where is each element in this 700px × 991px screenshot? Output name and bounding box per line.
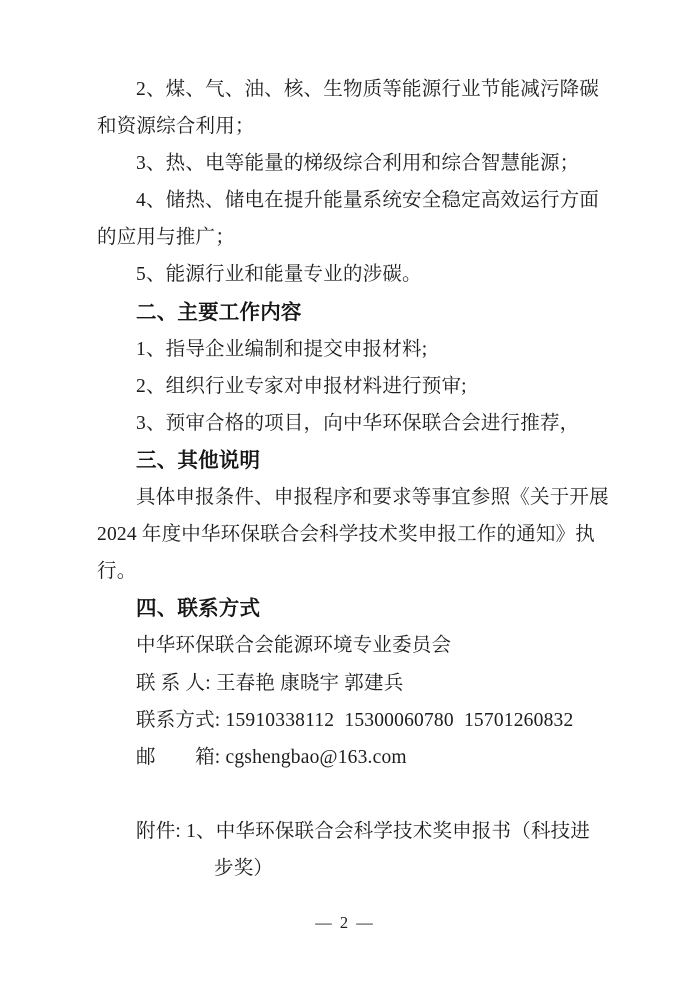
section-heading-line: 四、联系方式 — [136, 597, 261, 621]
page-number: — 2 — — [315, 913, 375, 932]
text-line: 联 系 人: 王春艳 康晓宇 郭建兵 — [136, 672, 404, 694]
text-line: 具体申报条件、申报程序和要求等事宜参照《关于开展 — [136, 487, 609, 509]
text-line: 5、能源行业和能量专业的涉碳。 — [136, 264, 422, 286]
text-line: 2、组织行业专家对申报材料进行预审; — [136, 375, 467, 397]
text-line: 的应用与推广； — [97, 227, 235, 249]
text-line: 邮 箱: cgshengbao@163.com — [136, 746, 407, 768]
text-line: 中华环保联合会能源环境专业委员会 — [136, 635, 452, 657]
text-line: 联系方式: 15910338112 15300060780 15701260832 — [136, 709, 574, 731]
text-line: 行。 — [97, 561, 137, 583]
text-line: 3、预审合格的项目，向中华环保联合会进行推荐， — [136, 412, 580, 434]
text-line: 1、指导企业编制和提交申报材料; — [136, 338, 428, 360]
document-body — [97, 71, 612, 887]
text-line: 和资源综合利用； — [97, 116, 255, 138]
text-line: 2024 年度中华环保联合会科学技术奖申报工作的通知》执 — [97, 524, 595, 546]
text-line: 2、煤、气、油、核、生物质等能源行业节能减污降碳 — [136, 79, 600, 100]
blank-line — [97, 776, 612, 813]
text-line: 4、储热、储电在提升能量系统安全稳定高效运行方面 — [136, 190, 600, 212]
section-heading-line: 二、主要工作内容 — [136, 300, 302, 324]
text-line: 附件: 1、中华环保联合会科学技术奖申报书（科技进 — [136, 820, 591, 842]
text-line: 3、热、电等能量的梯级综合利用和综合智慧能源； — [136, 153, 580, 175]
section-heading-line: 三、其他说明 — [136, 448, 261, 472]
text-line: 步奖） — [214, 857, 274, 879]
